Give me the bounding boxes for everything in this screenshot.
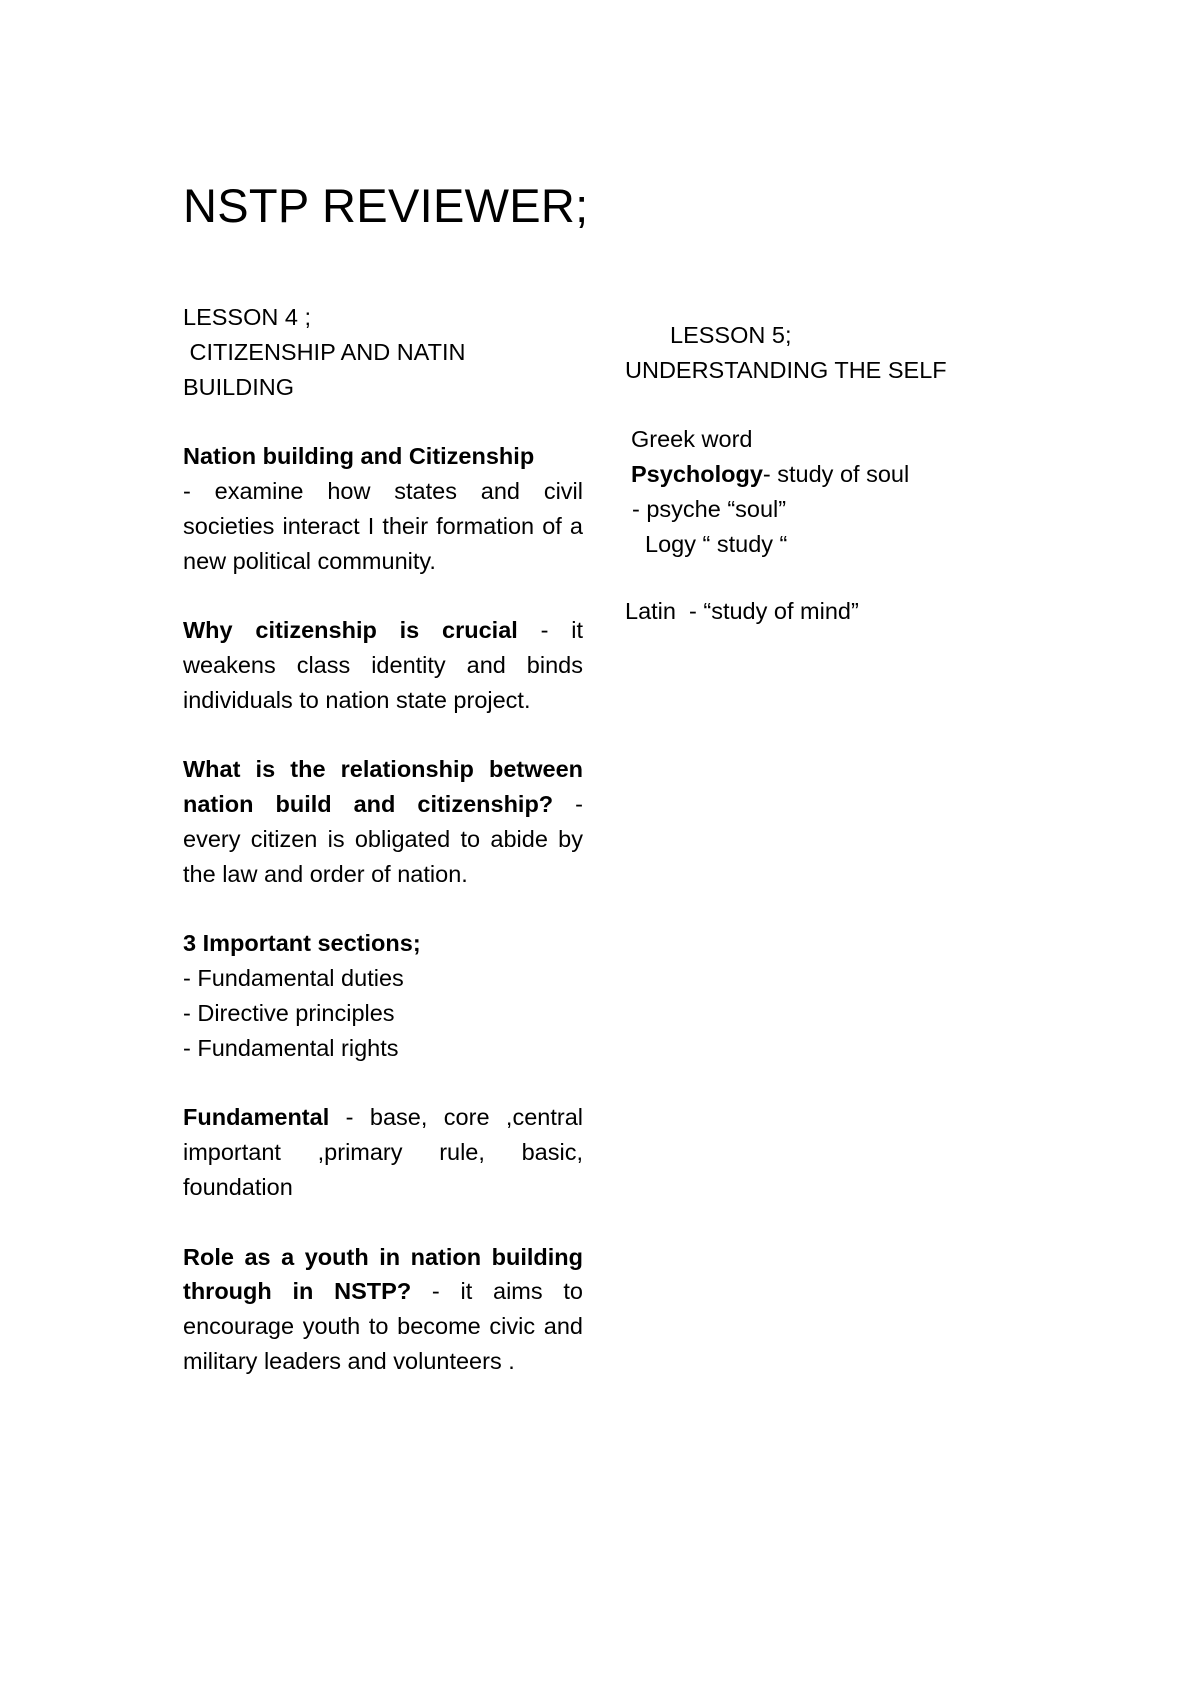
fundamental-section	[183, 1100, 583, 1204]
list-item: - Directive principles	[183, 999, 395, 1026]
psychology-term: Psychology	[631, 461, 763, 488]
lesson-5-column	[625, 318, 965, 628]
nation-building-term: Nation building and Citizenship	[183, 443, 535, 470]
relationship-section	[183, 752, 583, 891]
youth-role-definition: - it aims to encourage youth to become civic and military leaders and volunteers .	[183, 1278, 583, 1374]
why-citizenship-section	[183, 613, 583, 717]
youth-role-term: Role as a youth in nation building through in NSTP?	[183, 1243, 583, 1305]
nation-building-definition: - examine how states and civil societies interact I their formation of a new political community.	[183, 477, 583, 574]
lesson-4-column	[183, 300, 583, 1379]
nation-building-section	[183, 439, 583, 578]
relationship-definition: - every citizen is obligated to abide by the law and order of nation.	[183, 791, 583, 887]
fundamental-definition: - base, core ,central important ,primary rule, basic, foundation	[183, 1104, 583, 1200]
latin-line: Latin - “study of mind”	[625, 597, 859, 624]
why-citizenship-term: Why citizenship is crucial	[183, 617, 518, 644]
list-item: - Fundamental rights	[183, 1034, 399, 1061]
document-title: NSTP REVIEWER;	[183, 179, 589, 232]
greek-word-label: Greek word	[631, 426, 753, 453]
important-sections-heading: 3 Important sections;	[183, 930, 421, 957]
youth-role-section	[183, 1240, 583, 1379]
lesson-4-subtitle-line-1: CITIZENSHIP AND NATIN	[183, 338, 466, 365]
lesson-4-heading: LESSON 4 ;	[183, 304, 311, 330]
logy-line: Logy “ study “	[645, 530, 788, 557]
psyche-line: - psyche “soul”	[632, 495, 787, 522]
psychology-line	[625, 457, 965, 492]
list-item: - Fundamental duties	[183, 965, 404, 992]
lesson-5-heading: LESSON 5;	[670, 322, 792, 348]
fundamental-term: Fundamental	[183, 1104, 330, 1131]
psychology-definition: - study of soul	[762, 461, 910, 488]
important-sections-list	[183, 926, 583, 1065]
lesson-4-subtitle-line-2: BUILDING	[183, 373, 294, 400]
why-citizenship-definition: - it weakens class identity and binds individuals to nation state project.	[183, 617, 583, 713]
relationship-term: What is the relationship between nation build and citizenship?	[183, 756, 583, 818]
lesson-5-subtitle: UNDERSTANDING THE SELF	[625, 356, 947, 383]
